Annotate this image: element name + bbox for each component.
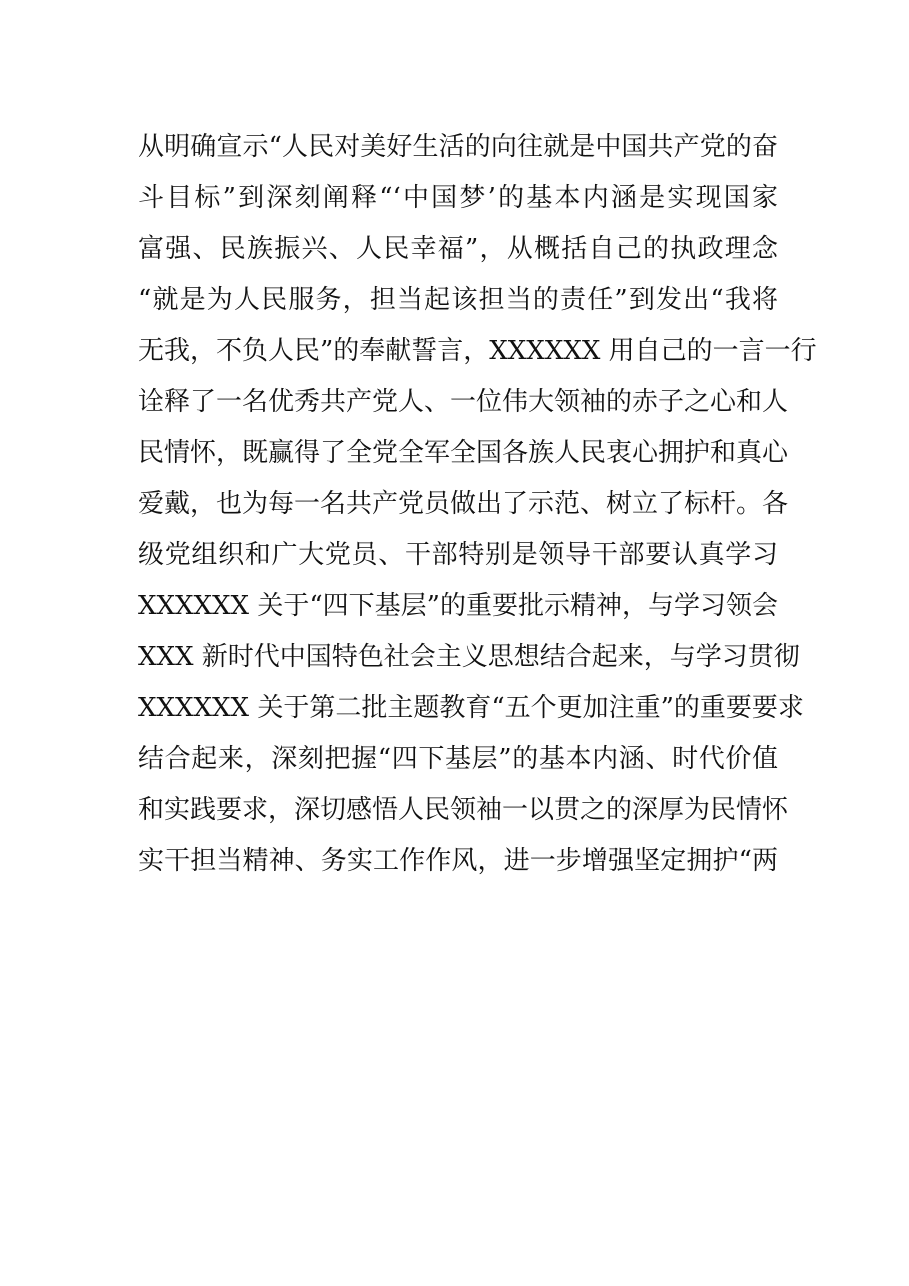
- text-line-15: 实干担当精神、务实工作作风，进一步增强坚定拥护“两: [138, 846, 778, 876]
- text-line-9: 级党组织和广大党员、干部特别是领导干部要认真学习: [138, 540, 778, 570]
- text-line-4: “就是为人民服务，担当起该担当的责任”到发出“我将: [138, 285, 778, 315]
- body-paragraph: [138, 122, 817, 887]
- text-line-11: XXX 新时代中国特色社会主义思想结合起来，与学习贯彻: [138, 642, 800, 672]
- text-line-2: 斗目标”到深刻阐释“‘中国梦’的基本内涵是实现国家: [138, 183, 778, 213]
- text-line-12: XXXXXX 关于第二批主题教育“五个更加注重”的重要要求: [138, 693, 804, 723]
- text-line-5: 无我，不负人民”的奉献誓言，XXXXXX 用自己的一言一行: [138, 336, 817, 366]
- text-line-14: 和实践要求，深切感悟人民领袖一以贯之的深厚为民情怀: [138, 795, 789, 825]
- text-line-7: 民情怀，既赢得了全党全军全国各族人民衷心拥护和真心: [138, 438, 789, 468]
- text-line-6: 诠释了一名优秀共产党人、一位伟大领袖的赤子之心和人: [138, 387, 789, 417]
- text-line-3: 富强、民族振兴、人民幸福”，从概括自己的执政理念: [138, 234, 778, 264]
- text-line-1: 从明确宣示“人民对美好生活的向往就是中国共产党的奋: [138, 132, 778, 162]
- text-line-10: XXXXXX 关于“四下基层”的重要批示精神，与学习领会: [138, 591, 778, 621]
- text-line-8: 爱戴，也为每一名共产党员做出了示范、树立了标杆。各: [138, 489, 789, 519]
- text-line-13: 结合起来，深刻把握“四下基层”的基本内涵、时代价值: [138, 744, 778, 774]
